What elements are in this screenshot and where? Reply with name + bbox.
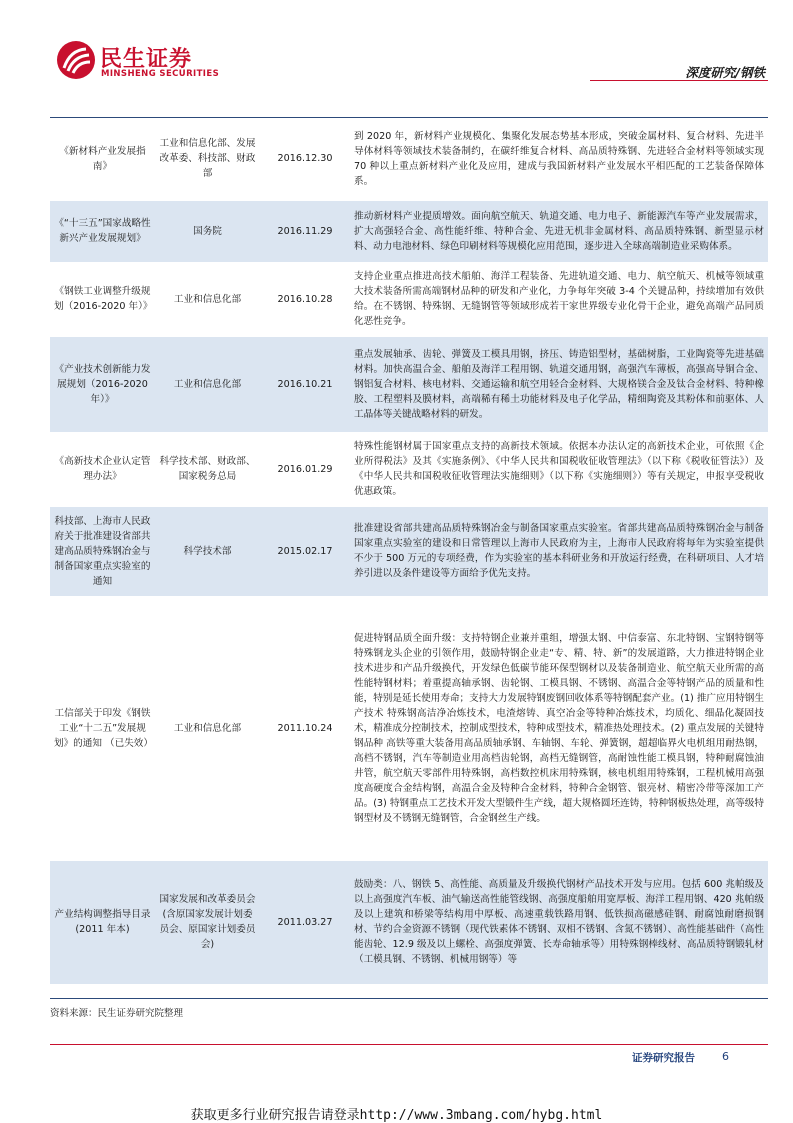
table-row <box>50 118 768 200</box>
policy-content: 支持企业重点推进高技术船舶、海洋工程装备、先进轨道交通、电力、航空航天、机械等领域重大技术装备所需高端钢材品种的研发和产业化，力争每年突破 3-4 个关键品种，持续增加有效供给。在不锈钢、特殊钢、无缝钢管等领域形成若干家世界级专业化骨干企业，避免高端产品同质化恶性竞争。 <box>350 262 768 336</box>
policy-content: 鼓励类：八、钢铁 5、高性能、高质量及升级换代钢材产品技术开发与应用。包括 600 兆帕级及以上高强度汽车板、油气输送高性能管线钢、高强度船舶用宽厚板、海洋工程用钢、420 兆帕级及以上建筑和桥梁等结构用中厚板、高速重载铁路用钢、低铁损高磁感硅钢、耐腐蚀耐磨损钢材、节约合金资源不锈钢（现代铁素体不锈钢、双相不锈钢、含氮不锈钢）、高性能基础件（高性能齿轮、12.9 级及以上螺栓、高强度弹簧、长寿命轴承等）用特殊钢棒线材、高品质特钢锻轧材（工模具钢、不锈钢、机械用钢等）等 <box>350 860 768 984</box>
issue-date: 2016.12.30 <box>260 118 350 200</box>
policy-content: 批准建设省部共建高品质特殊钢冶金与制备国家重点实验室。省部共建高品质特殊钢冶金与制备国家重点实验室的建设和日常管理以上海市人民政府为主，上海市人民政府将每年为实验室提供不少于 500 万元的专项经费，作为实验室的基本科研业务和开放运行经费，在科研项目、人才培养引进以及条件建设等方面给予优先支持。 <box>350 506 768 596</box>
issue-date: 2011.10.24 <box>260 596 350 860</box>
issuing-department: 科学技术部 <box>155 506 260 596</box>
issue-date: 2011.03.27 <box>260 860 350 984</box>
table-row <box>50 336 768 432</box>
issuing-department: 国家发展和改革委员会(含原国家发展计划委员会、原国家计划委员会) <box>155 860 260 984</box>
footer-divider <box>50 1044 768 1045</box>
issuing-department: 工业和信息化部 <box>155 596 260 860</box>
policy-name: 《“十三五”国家战略性新兴产业发展规划》 <box>50 200 155 262</box>
issuing-department: 国务院 <box>155 200 260 262</box>
policy-content: 到 2020 年，新材料产业规模化、集聚化发展态势基本形成，突破金属材料、复合材料、先进半导体材料等领域技术装备制约，在碳纤维复合材料、高品质特殊钢、先进轻合金材料等领域实现 70 种以上重点新材料产业化及应用，建成与我国新材料产业发展水平相匹配的工艺装备保障体系。 <box>350 118 768 200</box>
issue-date: 2016.11.29 <box>260 200 350 262</box>
source-note: 资料来源：民生证券研究院整理 <box>50 1008 184 1019</box>
issue-date: 2016.01.29 <box>260 432 350 506</box>
company-logo <box>56 40 220 84</box>
logo-mark-icon <box>56 40 96 80</box>
policy-name: 产业结构调整指导目录(2011 年本) <box>50 860 155 984</box>
policy-name: 《钢铁工业调整升级规划（2016-2020 年）》 <box>50 262 155 336</box>
table-row <box>50 506 768 596</box>
issuing-department: 工业和信息化部 <box>155 262 260 336</box>
issuing-department: 工业和信息化部、发展改革委、科技部、财政部 <box>155 118 260 200</box>
footer-label: 证券研究报告 <box>632 1052 695 1064</box>
table-row <box>50 432 768 506</box>
issue-date: 2015.02.17 <box>260 506 350 596</box>
policy-content: 重点发展轴承、齿轮、弹簧及工模具用钢，挤压、铸造铝型材，基础树脂，工业陶瓷等先进基础材料。加快高温合金、船舶及海洋工程用钢、轨道交通用钢，高强汽车薄板，高强高导铜合金、钢铝复合材料、核电材料、交通运输和航空用轻合金材料、大规格镁合金及钛合金材料、特种橡胶、工程塑料及膜材料，高端稀有稀土功能材料及电子化学品，精细陶瓷及其粉体和前驱体、人工晶体等关键战略材料的研发。 <box>350 336 768 432</box>
policy-name: 工信部关于印发《钢铁工业“十二五”发展规划》的通知 （已失效） <box>50 596 155 860</box>
issuing-department: 工业和信息化部 <box>155 336 260 432</box>
table-row <box>50 262 768 336</box>
policy-content: 特殊性能钢材属于国家重点支持的高新技术领域。依据本办法认定的高新技术企业，可依照《企业所得税法》及其《实施条例》、《中华人民共和国税收征收管理法》（以下称《税收征管法》）及《中华人民共和国税收征收管理法实施细则》（以下称《实施细则》）等有关规定，申报享受税收优惠政策。 <box>350 432 768 506</box>
table-row <box>50 200 768 262</box>
policy-content: 推动新材料产业提质增效。面向航空航天、轨道交通、电力电子、新能源汽车等产业发展需求，扩大高强轻合金、高性能纤维、特种合金、先进无机非金属材料、高品质特殊钢、新型显示材料、动力电池材料、绿色印刷材料等规模化应用范围，逐步进入全球高端制造业采购体系。 <box>350 200 768 262</box>
policy-content: 促进特钢品质全面升级：支持特钢企业兼并重组，增强太钢、中信泰富、东北特钢、宝钢特钢等特殊钢龙头企业的引领作用，鼓励特钢企业走“专、精、特、新”的发展道路，大力推进特钢企业技术进步和产品升级换代，开发绿色低碳节能环保型钢材以及装备制造业、航空航天业所需的高性能特钢材料；着重提高轴承钢、齿轮钢、工模具钢、不锈钢、高温合金等特钢产品的质量和性能，特别是延长使用寿命；支持大力发展特钢废钢回收体系等特钢配套产业。(1) 推广应用特钢生产技术 特殊钢高洁净冶炼技术，电渣熔铸、真空冶金等特种冶炼技术，均质化、细晶化凝固技术，精准成分控制技术，控制成型技术，特种成型技术，精准热处理技术。(2) 重点发展的关键特钢品种 高铁等重大装备用高品质轴承钢、车轴钢、车轮、弹簧钢，超超临界火电机组用耐热钢，高档不锈钢，汽车等制造业用高档齿轮钢，高档无缝钢管，高耐蚀性能工模具钢，特种耐腐蚀油井管，航空航天零部件用特殊钢，高档数控机床用特殊钢，核电机组用特殊钢，工程机械用高强度高硬度合金结构钢，高温合金及特种合金材料，特种合金钢管、银亮材、精密冷带等深加工产品。(3) 特钢重点工艺技术开发大型锻件生产线，超大规格圆坯连铸，特种钢板热处理，高等级特钢型材及不锈钢无缝钢管，合金钢丝生产线。 <box>350 596 768 860</box>
policy-table <box>50 118 768 985</box>
table-row <box>50 860 768 984</box>
policy-name: 《新材料产业发展指南》 <box>50 118 155 200</box>
issue-date: 2016.10.21 <box>260 336 350 432</box>
policy-name: 科技部、上海市人民政府关于批准建设省部共建高品质特殊钢冶金与制备国家重点实验室的通知 <box>50 506 155 596</box>
logo-text-cn: 民生证券 <box>100 47 193 72</box>
table-row <box>50 596 768 860</box>
report-category: 深度研究/钢铁 <box>685 65 765 80</box>
page-number: 6 <box>722 1050 729 1063</box>
issue-date: 2016.10.28 <box>260 262 350 336</box>
table-bottom-rule <box>50 998 768 999</box>
header-divider <box>590 80 768 81</box>
logo-text-en: MINSHENG SECURITIES <box>101 69 220 79</box>
download-banner[interactable]: 获取更多行业研究报告请登录http://www.3mbang.com/hybg.html <box>190 1108 603 1123</box>
policy-table-body <box>50 118 768 984</box>
issuing-department: 科学技术部、财政部、国家税务总局 <box>155 432 260 506</box>
policy-name: 《产业技术创新能力发展规划（2016-2020 年）》 <box>50 336 155 432</box>
policy-name: 《高新技术企业认定管理办法》 <box>50 432 155 506</box>
